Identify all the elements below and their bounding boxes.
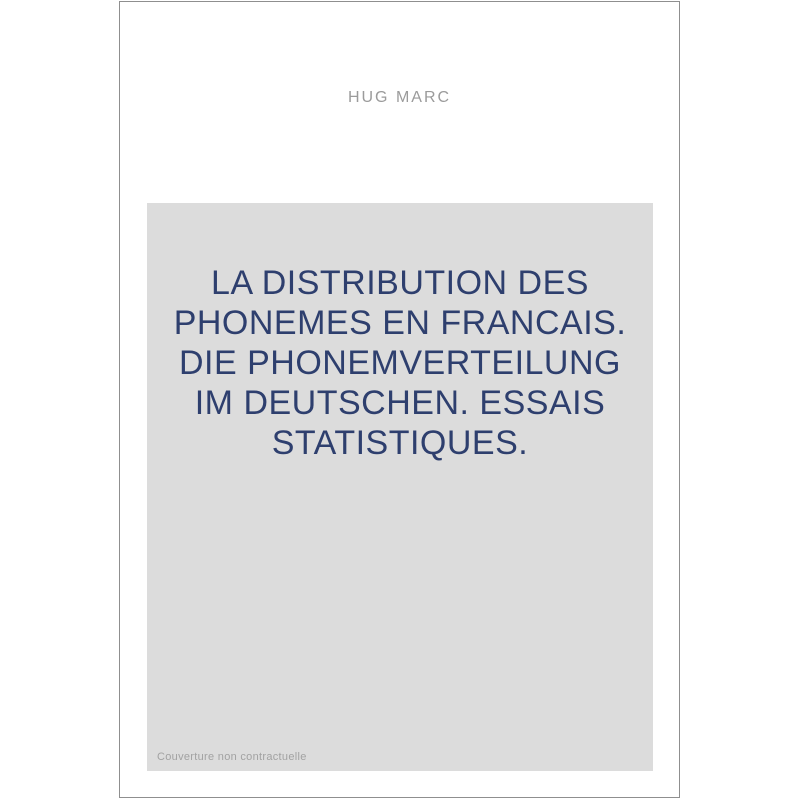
cover-placeholder-area bbox=[147, 203, 653, 771]
book-title-line: IM DEUTSCHEN. ESSAIS bbox=[194, 384, 606, 422]
book-title-line: LA DISTRIBUTION DES bbox=[211, 264, 589, 302]
book-title bbox=[147, 203, 653, 463]
book-title-line: DIE PHONEMVERTEILUNG bbox=[178, 344, 621, 382]
book-title-line: PHONEMES EN FRANCAIS. bbox=[173, 304, 627, 342]
book-title-line: STATISTIQUES. bbox=[271, 424, 529, 462]
cover-disclaimer-note: Couverture non contractuelle bbox=[157, 751, 307, 763]
book-cover-page bbox=[119, 1, 680, 798]
author-name: HUG MARC bbox=[347, 89, 452, 106]
